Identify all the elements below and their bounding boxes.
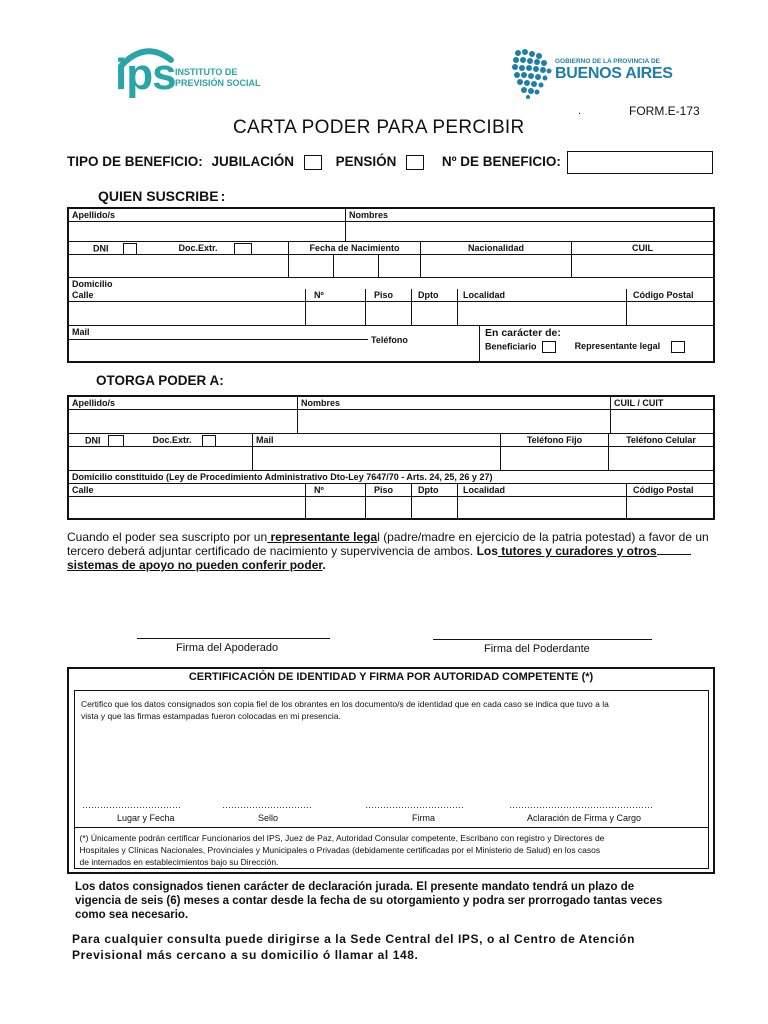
page-title: CARTA PODER PARA PERCIBIR: [233, 117, 525, 138]
firma-apoderado-label: Firma del Apoderado: [176, 642, 279, 654]
qs-piso-field[interactable]: [366, 302, 412, 326]
op-dpto-label: Dpto: [412, 484, 458, 497]
declaracion-jurada: [75, 880, 755, 922]
jubilacion-checkbox[interactable]: [304, 155, 322, 170]
quien-suscribe-table: [67, 207, 715, 363]
qs-cuil-field[interactable]: [572, 255, 713, 278]
op-documento-field[interactable]: [69, 447, 253, 471]
qs-localidad-field[interactable]: [458, 302, 627, 326]
nota-tutores: tutores y curadores y otros: [497, 544, 657, 558]
pension-label: PENSIÓN: [335, 154, 397, 169]
sello-label: Sello: [258, 813, 279, 823]
firma-poderdante-label: Firma del Poderdante: [484, 643, 590, 655]
qs-telefono-label: Teléfono: [371, 335, 408, 345]
op-piso-field[interactable]: [366, 497, 412, 518]
qs-doc-extr-label: Doc.Extr.: [178, 243, 218, 254]
qs-en-caracter-label: En carácter de:: [485, 327, 561, 339]
nota-line3-end: .: [322, 558, 326, 572]
qs-codigo-postal-label: Código Postal: [633, 290, 694, 300]
qs-apellidos-label: Apellido/s: [69, 209, 346, 222]
beneficio-row: [67, 154, 561, 176]
qs-nacionalidad-label: Nacionalidad: [421, 242, 572, 255]
op-mail-field[interactable]: [253, 447, 501, 471]
otorga-poder-table: [67, 395, 715, 520]
gov-line1: GOBIERNO DE LA PROVINCIA DE: [555, 58, 660, 65]
lugar-fecha-dots: ……………………………: [82, 800, 181, 810]
qs-numero-label: Nº: [306, 289, 366, 302]
op-doc-extr-checkbox[interactable]: [202, 435, 216, 447]
op-localidad-field[interactable]: [458, 497, 627, 518]
qs-nombres-field[interactable]: [346, 222, 713, 242]
nota-line2a: tercero deberá adjuntar certificado de nacimiento y supervivencia de ambos.: [67, 544, 477, 558]
form-code: FORM.E-173: [629, 104, 700, 118]
op-cuil-cuit-label: CUIL / CUIT: [611, 397, 713, 410]
ips-logo: [115, 46, 265, 101]
qs-telefono-cell[interactable]: [368, 326, 480, 361]
qs-dpto-label: Dpto: [412, 289, 458, 302]
declaracion-line1: Los datos consignados tienen carácter de declaración jurada. El presente mandato tendrá un plazo de: [75, 881, 635, 893]
footnote-line3: de internados en establecimientos bajo su Dirección.: [79, 857, 279, 867]
otorga-poder-title: OTORGA PODER A:: [96, 373, 224, 388]
quien-suscribe-label: QUIEN SUSCRIBE: [98, 188, 219, 204]
qs-dpto-field[interactable]: [412, 302, 458, 326]
numero-beneficio-label: Nº DE BENEFICIO:: [441, 154, 561, 169]
nota-underline-fill: [657, 544, 691, 555]
qs-localidad-label: Localidad: [458, 289, 627, 302]
qs-apellidos-field[interactable]: [69, 222, 346, 242]
qs-documento-field[interactable]: [69, 255, 289, 278]
op-codigo-postal-label: Código Postal: [627, 484, 713, 497]
op-doc-extr-label: Doc.Extr.: [152, 435, 192, 446]
certificacion-footnote-box: [74, 827, 709, 869]
qs-representante-legal-label: Representante legal: [574, 341, 661, 352]
op-calle-label: Calle: [69, 484, 306, 497]
certificacion-body-line2: vista y que las firmas estampadas fueron colocadas en mi presencia.: [81, 711, 341, 721]
colon: :: [220, 188, 226, 204]
qs-representante-legal-checkbox[interactable]: [671, 341, 685, 353]
qs-fecha-nacimiento-label: Fecha de Nacimiento: [289, 242, 421, 255]
footnote-line1: (*) Únicamente podrán certificar Funcionarios del IPS, Juez de Paz, Autoridad Consular competente, Escribano con registro y Directores de: [79, 833, 605, 843]
op-cuil-cuit-field[interactable]: [611, 410, 713, 434]
op-telefono-fijo-label: Teléfono Fijo: [501, 434, 609, 447]
footnote-line2: Hospitales y Clínicas Nacionales, Provinciales y Municipales o Privadas (debidamente certificadas por el Ministerio de Salud) en los casos: [79, 845, 601, 855]
qs-beneficiario-checkbox[interactable]: [542, 341, 556, 353]
qs-codigo-postal-field[interactable]: [627, 302, 713, 326]
aclaracion-dots: …………………………………………: [509, 800, 653, 810]
qs-dni-cell: [69, 242, 289, 255]
ips-name-line1: INSTITUTO DE: [175, 67, 238, 77]
op-telefono-celular-label: Teléfono Celular: [609, 434, 713, 447]
op-localidad-label: Localidad: [458, 484, 627, 497]
qs-nacionalidad-field[interactable]: [421, 255, 572, 278]
nota-representante-legal: representante lega: [267, 530, 378, 544]
qs-dni-label: DNI: [93, 243, 109, 254]
qs-nombres-label: Nombres: [346, 209, 713, 222]
qs-fecha-mes-field[interactable]: [334, 255, 379, 278]
header-dot: .: [578, 105, 582, 117]
nota-part3: l (padre/madre en ejercicio de la patria potestad) a favor de un: [377, 530, 709, 544]
nota-los: Los: [476, 544, 498, 558]
qs-fecha-anio-field[interactable]: [379, 255, 421, 278]
firma-dots: ……………………………: [365, 800, 464, 810]
gov-logo: [510, 47, 680, 102]
qs-calle-label: Calle: [69, 289, 306, 302]
qs-mail-cell[interactable]: [69, 326, 368, 361]
op-dni-cell: [69, 434, 253, 447]
op-numero-label: Nº: [306, 484, 366, 497]
qs-mail-underline: [69, 339, 368, 340]
tipo-beneficio-label: TIPO DE BENEFICIO:: [67, 154, 203, 169]
op-dpto-field[interactable]: [412, 497, 458, 518]
op-dni-checkbox[interactable]: [108, 435, 124, 447]
op-piso-label: Piso: [366, 484, 412, 497]
certificacion-body: [81, 698, 706, 722]
consulta-line1: Para cualquier consulta puede dirigirse a la Sede Central del IPS, o al Centro de Atención: [72, 932, 636, 946]
numero-beneficio-field[interactable]: [567, 151, 713, 174]
jubilacion-label: JUBILACIÓN: [211, 154, 295, 169]
nota-line3: sistemas de apoyo no pueden conferir poder: [67, 558, 323, 572]
firma-label: Firma: [412, 813, 435, 823]
consulta-info: [72, 931, 752, 963]
qs-piso-label: Piso: [366, 289, 412, 302]
op-apellidos-field[interactable]: [69, 410, 298, 434]
qs-numero-field[interactable]: [306, 302, 366, 326]
op-telefono-celular-field[interactable]: [609, 447, 713, 471]
certificacion-title: CERTIFICACIÓN DE IDENTIDAD Y FIRMA POR AUTORIDAD COMPETENTE (*): [188, 671, 594, 683]
pension-checkbox[interactable]: [406, 155, 424, 170]
qs-mail-label: Mail: [72, 327, 90, 337]
buenos-aires-map-icon: [510, 47, 552, 99]
certificacion-body-line1: Certifico que los datos consignados son copia fiel de los obrantes en los documento/s de identidad que en cada caso se indica que tuvo a la: [81, 699, 609, 709]
op-apellidos-label: Apellido/s: [69, 397, 298, 410]
sello-dots: …………………………: [222, 800, 312, 810]
firma-poderdante-line: [433, 639, 652, 640]
quien-suscribe-title: [98, 188, 225, 204]
op-mail-label: Mail: [253, 434, 501, 447]
qs-beneficiario-label: Beneficiario: [485, 341, 537, 352]
op-telefono-fijo-field[interactable]: [501, 447, 609, 471]
aclaracion-label: Aclaración de Firma y Cargo: [527, 813, 642, 823]
op-nombres-field[interactable]: [298, 410, 611, 434]
firma-apoderado-line: [137, 638, 330, 639]
ips-name-line2: PREVISIÓN SOCIAL: [175, 78, 261, 88]
op-numero-field[interactable]: [306, 497, 366, 518]
qs-fecha-dia-field[interactable]: [289, 255, 334, 278]
qs-calle-field[interactable]: [69, 302, 306, 326]
qs-doc-extr-checkbox[interactable]: [234, 243, 252, 255]
op-domicilio-constituido-label: Domicilio constituido (Ley de Procedimiento Administrativo Dto-Ley 7647/70 - Arts. 24, 25, 26 y 27): [69, 471, 713, 484]
nota-paragraph: [67, 530, 747, 572]
lugar-fecha-label: Lugar y Fecha: [117, 813, 175, 823]
op-nombres-label: Nombres: [298, 397, 611, 410]
ips-logo-text: ips: [115, 50, 176, 99]
certificacion-inner: [74, 690, 709, 869]
op-calle-field[interactable]: [69, 497, 306, 518]
qs-dni-checkbox[interactable]: [123, 243, 137, 255]
op-codigo-postal-field[interactable]: [627, 497, 713, 518]
op-dni-label: DNI: [85, 435, 101, 446]
certificacion-box: [67, 667, 715, 874]
consulta-line2: Previsional más cercano a su domicilio ó llamar al 148.: [72, 948, 419, 962]
declaracion-line3: como sea necesario.: [75, 909, 189, 921]
qs-domicilio-text: Domicilio: [72, 279, 113, 289]
qs-cuil-label: CUIL: [572, 242, 713, 255]
qs-caracter-cell: [480, 326, 713, 361]
gov-line2: BUENOS AIRES: [555, 65, 673, 82]
declaracion-line2: vigencia de seis (6) meses a contar desde la fecha de su otorgamiento y podra ser prorrogado tantas veces: [75, 895, 663, 907]
nota-part1: Cuando el poder sea suscripto por un: [67, 530, 268, 544]
